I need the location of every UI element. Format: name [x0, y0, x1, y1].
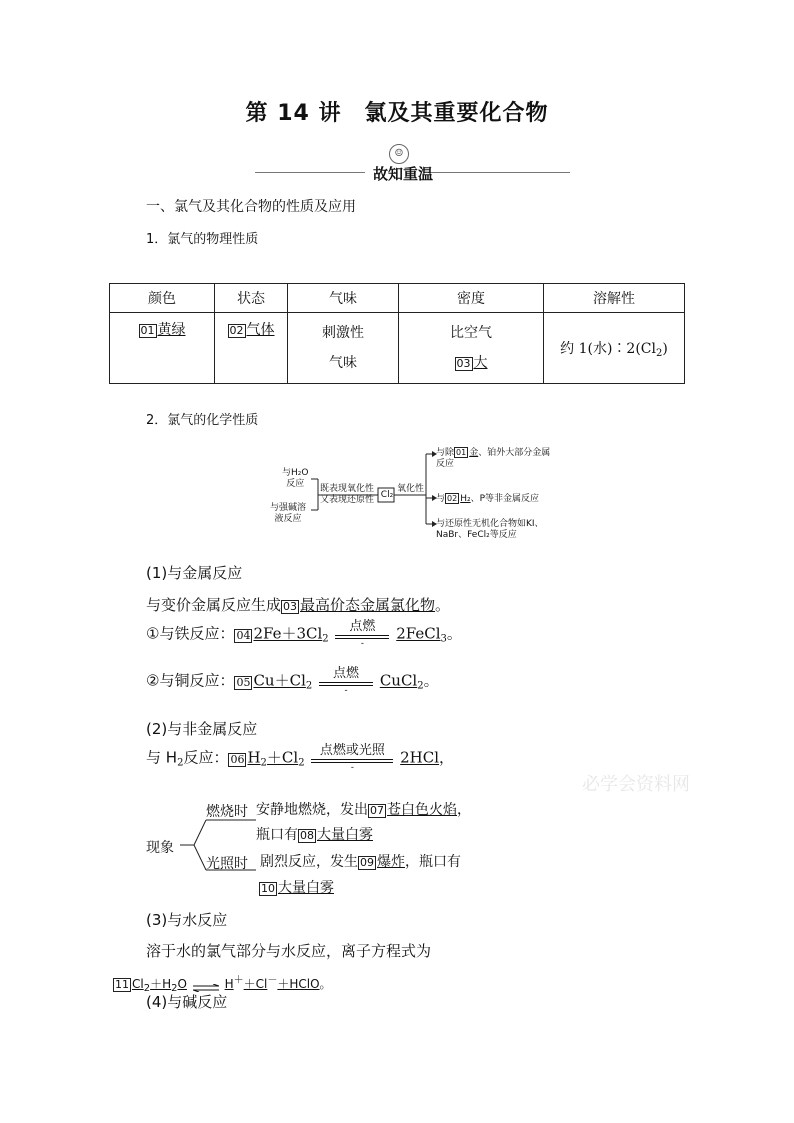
smell-line: 气味	[329, 355, 357, 371]
reaction-condition: 点燃 -	[319, 667, 373, 696]
diagram-label: 与H₂O	[282, 468, 309, 478]
condition-text: 点燃	[349, 619, 376, 634]
light-label: 光照时	[206, 856, 248, 872]
equation-part: ＋Cl	[243, 977, 268, 991]
answer-number-box: 05	[236, 675, 251, 689]
light-description	[260, 851, 461, 871]
burning-description-line2	[256, 824, 373, 844]
metal-line	[146, 594, 450, 615]
water-ionic-equation: 11 $Cl_2+H_2O$ H＋＋Cl－＋HClO。	[115, 975, 332, 994]
answer-number-box: 09	[360, 856, 374, 869]
answer-text: 大量白雾	[317, 827, 373, 843]
body-text: ，瓶口有	[405, 854, 461, 870]
answer-number-box: 02	[447, 494, 458, 503]
diagram-left-bottom	[270, 503, 306, 525]
equation-part: ＋H	[150, 977, 172, 991]
watermark: 必学会资料网	[582, 774, 690, 795]
equation-label: 反应：	[183, 748, 229, 767]
answer-text: 最高价态金属氯化物	[300, 596, 436, 614]
diagram-label: 、铂外大部分金属	[478, 448, 551, 458]
answer-number-box: 01	[456, 448, 467, 457]
solubility-text: 约 1(水)∶2(Cl	[560, 340, 656, 357]
body-text: 瓶口有	[256, 827, 298, 843]
chemical-properties-diagram	[268, 440, 568, 550]
diagram-label: 又表现还原性	[320, 495, 375, 505]
diagram-left-top	[282, 468, 308, 490]
physical-properties-table	[109, 283, 685, 384]
metal-heading: (1)与金属反应	[146, 564, 243, 582]
body-text: 剧烈反应，发生	[260, 854, 358, 870]
reversible-arrow-icon	[193, 981, 219, 989]
subscript: 2	[656, 347, 663, 359]
diagram-label: 液反应	[274, 514, 302, 524]
body-text: ，	[439, 748, 455, 767]
diagram-label: 既表现氧化性	[320, 484, 375, 494]
table-row	[110, 313, 685, 384]
diagram-label: NaBr、FeCl₂等反应	[436, 530, 517, 540]
diagram-branch-nonmetals	[436, 493, 539, 505]
state-cell	[215, 313, 288, 384]
density-cell	[399, 313, 544, 384]
burning-label: 燃烧时	[206, 804, 248, 820]
diagram-branch-compounds	[436, 519, 544, 541]
copper-equation: ②与铜反应： 05 $Cu+Cl_2$ 点燃 - CuCl$_2$。	[146, 666, 439, 696]
color-cell	[110, 313, 215, 384]
equation-label: 与 H	[146, 748, 178, 767]
answer-number-box: 03	[283, 600, 298, 613]
banner-divider-left	[255, 172, 365, 173]
answer-number-box: 10	[261, 882, 275, 895]
equation-lhs: Cu＋Cl	[253, 671, 306, 690]
table-header-row	[110, 284, 685, 313]
table-header: 颜色	[110, 284, 215, 313]
banner-label: 故知重温	[373, 165, 434, 183]
answer-text: 金	[469, 448, 479, 458]
reaction-condition: 点燃 -	[335, 620, 389, 649]
answer-text: 黄绿	[157, 322, 186, 338]
phenomenon-label: 现象	[146, 840, 174, 856]
condition-text: 点燃	[333, 666, 360, 681]
answer-text: 气体	[246, 322, 275, 338]
chlorine-box-label: Cl₂	[380, 490, 394, 500]
equation-rhs: CuCl	[379, 671, 418, 690]
reaction-condition: 点燃或光照 -	[311, 744, 393, 773]
body-text: 。	[435, 596, 451, 614]
section-heading: 一、氯气及其化合物的性质及应用	[146, 199, 356, 215]
equation-label: ①与铁反应：	[146, 624, 235, 643]
answer-number-box: 08	[300, 829, 314, 842]
table-header: 密度	[399, 284, 544, 313]
body-text: ，	[457, 802, 471, 818]
equation-part: Cl	[132, 977, 144, 991]
body-text: 与变价金属反应生成	[146, 596, 282, 614]
answer-number-box: 06	[230, 752, 245, 766]
answer-number-box: 04	[236, 628, 251, 642]
condition-text: 点燃或光照	[319, 743, 385, 758]
diagram-label: 与除	[436, 448, 455, 458]
smell-cell	[288, 313, 399, 384]
diagram-middle	[320, 484, 374, 506]
light-description-line2	[259, 877, 334, 897]
body-text: 。	[319, 977, 332, 991]
answer-number-box: 07	[370, 804, 384, 817]
diagram-label: 、P等非金属反应	[470, 494, 540, 504]
water-line: 溶于水的氯气部分与水反应，离子方程式为	[146, 942, 432, 960]
equation-part: H	[224, 977, 234, 991]
table-header: 状态	[215, 284, 288, 313]
table-header: 气味	[288, 284, 399, 313]
answer-text: 苍白色火焰	[387, 802, 457, 818]
diagram-label: 与	[436, 494, 446, 504]
answer-text: H₂	[460, 494, 471, 504]
answer-text: 大	[473, 355, 488, 371]
equation-rhs: 2HCl	[400, 748, 440, 767]
equation-label: ②与铜反应：	[146, 671, 235, 690]
diagram-label: 反应	[286, 479, 305, 489]
table-header: 溶解性	[544, 284, 685, 313]
hydrogen-equation: 与 $H_2$反应： 06 $H_2+Cl_2$ 点燃或光照 - 2HCl，	[146, 743, 455, 773]
body-text: 安静地燃烧，发出	[256, 802, 368, 818]
equation-rhs: 2FeCl	[396, 624, 441, 643]
equation-part: O	[177, 977, 187, 991]
water-heading: (3)与水反应	[146, 911, 228, 929]
answer-number-box: 11	[115, 978, 129, 991]
iron-equation: ①与铁反应： 04 $2Fe+3Cl_2$ 点燃 - 2FeCl$_3$。	[146, 619, 462, 649]
subsection-heading-physical: 1．氯气的物理性质	[146, 232, 259, 247]
oxidizing-label: 氧化性	[397, 484, 425, 494]
diagram-label: 反应	[436, 459, 455, 469]
diagram-label: 与强碱溶	[270, 503, 307, 513]
subsection-heading-chemical: 2．氯气的化学性质	[146, 413, 259, 428]
answer-number-box: 01	[140, 324, 155, 337]
answer-text: 大量白雾	[278, 880, 334, 896]
banner-emblem-icon: ☺	[389, 144, 409, 164]
page-title: 第 14 讲 氯及其重要化合物	[245, 101, 549, 126]
diagram-label: 与还原性无机化合物如KI、	[436, 519, 544, 529]
smell-line: 刺激性	[322, 325, 364, 341]
nonmetal-heading: (2)与非金属反应	[146, 720, 258, 738]
answer-text: 爆炸	[377, 854, 405, 870]
density-line: 比空气	[450, 325, 492, 341]
banner-divider-right	[428, 172, 570, 173]
equation-part: ＋HClO	[277, 977, 320, 991]
equation-lhs: H	[247, 748, 261, 767]
solubility-cell	[544, 313, 685, 384]
diagram-branch-metals	[436, 447, 550, 470]
burning-description	[256, 799, 471, 819]
answer-number-box: 03	[456, 357, 471, 370]
equation-lhs: 2Fe＋3Cl	[253, 624, 323, 643]
answer-number-box: 02	[229, 324, 244, 337]
equation-lhs: ＋Cl	[266, 748, 299, 767]
solubility-text-end: )	[662, 340, 668, 357]
base-heading: (4)与碱反应	[146, 993, 228, 1011]
